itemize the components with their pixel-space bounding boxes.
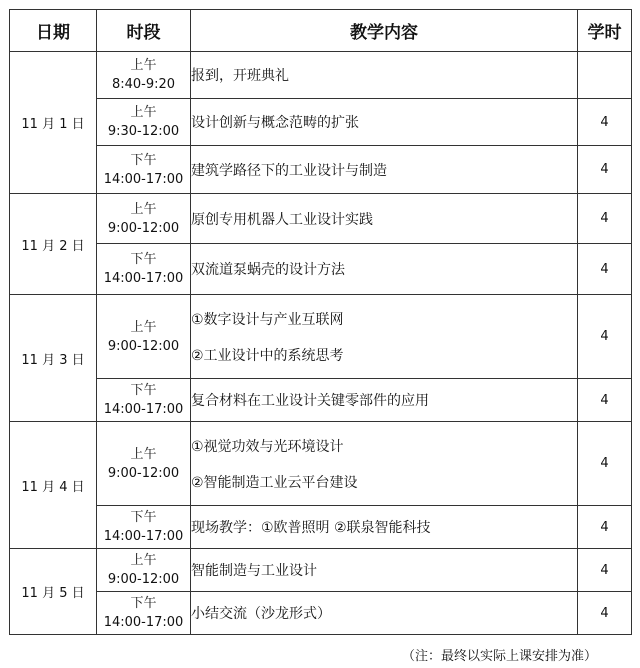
content-line: 报到，开班典礼 [191,68,289,84]
period-label: 上午 [130,553,157,568]
date-cell: 11 月 4 日 [10,422,97,549]
table-row [10,379,632,422]
time-cell [97,244,191,295]
period-label: 上午 [130,446,157,462]
table-row [10,52,632,99]
period-label: 下午 [130,510,157,525]
hours-cell: 4 [578,194,632,244]
hours-cell: 4 [578,146,632,194]
time-cell [97,422,191,506]
header-time: 时段 [97,10,191,52]
table-row [10,99,632,146]
content-cell [191,422,578,506]
content-cell [191,99,578,146]
content-cell [191,52,578,99]
content-cell [191,379,578,422]
time-range: 14:00-17:00 [103,171,184,187]
table-row [10,592,632,635]
content-cell [191,506,578,549]
hours-cell: 4 [578,99,632,146]
content-line: 智能制造与工业设计 [191,563,317,579]
time-cell [97,146,191,194]
content-line: ②工业设计中的系统思考 [191,347,344,364]
time-cell [97,52,191,99]
period-label: 下午 [130,252,157,267]
time-cell [97,506,191,549]
content-line: 设计创新与概念范畴的扩张 [191,115,359,131]
content-cell [191,194,578,244]
content-line: 双流道泵蜗壳的设计方法 [191,262,345,278]
hours-cell: 4 [578,506,632,549]
time-range: 8:40-9:20 [111,77,176,92]
content-line: 原创专用机器人工业设计实践 [191,211,373,228]
table-row [10,506,632,549]
time-cell [97,549,191,592]
header-date: 日期 [10,10,97,52]
content-line: 现场教学：①欧普照明 ②联泉智能科技 [191,520,431,536]
time-range: 14:00-17:00 [103,271,184,286]
table-row [10,295,632,379]
time-cell [97,295,191,379]
hours-cell: 4 [578,295,632,379]
time-range: 14:00-17:00 [103,402,184,417]
schedule-table [9,9,632,635]
time-cell [97,379,191,422]
table-row [10,422,632,506]
content-line: ①数字设计与产业互联网 [191,311,344,328]
table-row [10,549,632,592]
time-range: 9:00-12:00 [107,338,180,354]
time-range: 14:00-17:00 [103,529,184,544]
content-line: ①视觉功效与光环境设计 [191,438,344,455]
date-cell: 11 月 5 日 [10,549,97,635]
content-cell [191,295,578,379]
content-line: 小结交流（沙龙形式） [191,606,331,622]
content-cell [191,549,578,592]
time-range: 9:00-12:00 [107,465,180,481]
date-cell: 11 月 2 日 [10,194,97,295]
hours-cell: 4 [578,422,632,506]
table-row [10,244,632,295]
period-label: 上午 [130,319,157,335]
content-cell [191,146,578,194]
header-row [10,10,632,52]
content-line: ②智能制造工业云平台建设 [191,474,358,491]
period-label: 上午 [130,58,157,73]
time-range: 14:00-17:00 [103,615,184,630]
table-row [10,194,632,244]
period-label: 下午 [130,152,157,168]
content-line: 建筑学路径下的工业设计与制造 [191,162,387,179]
time-cell [97,592,191,635]
footnote: （注：最终以实际上课安排为准） [401,649,597,664]
content-line: 复合材料在工业设计关键零部件的应用 [191,393,429,409]
hours-cell: 4 [578,549,632,592]
hours-cell [578,52,632,99]
hours-cell: 4 [578,244,632,295]
time-range: 9:00-12:00 [107,220,180,236]
header-hours: 学时 [578,10,632,52]
date-cell: 11 月 1 日 [10,52,97,194]
header-content: 教学内容 [191,10,578,52]
date-cell: 11 月 3 日 [10,295,97,422]
period-label: 下午 [130,596,157,611]
table-row [10,146,632,194]
period-label: 上午 [130,201,157,217]
content-cell [191,244,578,295]
time-cell [97,194,191,244]
time-range: 9:30-12:00 [107,124,180,139]
period-label: 上午 [130,105,157,120]
hours-cell: 4 [578,592,632,635]
content-cell [191,592,578,635]
hours-cell: 4 [578,379,632,422]
period-label: 下午 [130,383,157,398]
time-range: 9:00-12:00 [107,572,180,587]
time-cell [97,99,191,146]
